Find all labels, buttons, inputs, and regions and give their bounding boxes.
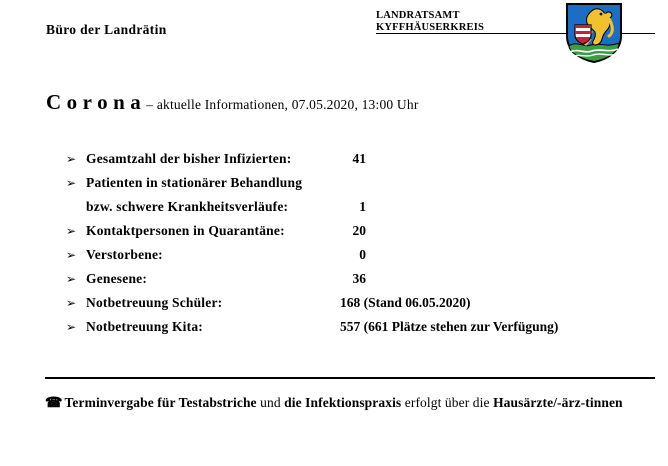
- office-title: Büro der Landrätin: [46, 22, 167, 37]
- stat-label: Patienten in stationärer Behandlung: [86, 175, 303, 190]
- authority-line-2: KYFFHÄUSERKREIS: [376, 21, 485, 33]
- stat-label: Verstorbene:: [86, 247, 163, 262]
- footer-text-bold-1: Terminvergabe für Testabstriche: [64, 395, 257, 410]
- stat-value: 0: [359, 247, 366, 262]
- footer-text-regular-1: und: [256, 395, 285, 410]
- footer-text-regular-2: erfolgt über die: [401, 395, 494, 410]
- stat-label-continued: bzw. schwere Krankheitsverläufe:: [86, 199, 289, 214]
- list-item: [0, 268, 668, 292]
- telephone-icon: ☎: [45, 396, 63, 411]
- stat-value: 1: [359, 199, 366, 214]
- bullet-arrow-icon: ➢: [66, 248, 77, 262]
- footer-divider: [45, 377, 655, 379]
- stat-value: 557 (661 Plätze stehen zur Verfügung): [340, 319, 559, 334]
- document-header: [0, 0, 668, 70]
- statistics-list: [0, 148, 668, 340]
- bullet-arrow-icon: ➢: [66, 296, 77, 310]
- bullet-arrow-icon: ➢: [66, 272, 77, 286]
- footer-text-bold-2: die Infektionspraxis: [284, 395, 402, 410]
- list-item: [0, 172, 668, 196]
- stat-value: 20: [352, 223, 366, 238]
- page-title: [46, 90, 419, 115]
- stat-label: Genesene:: [86, 271, 148, 286]
- bullet-arrow-icon: ➢: [66, 320, 77, 334]
- stat-label: Notbetreuung Kita:: [86, 319, 203, 334]
- stat-label: Kontaktpersonen in Quarantäne:: [86, 223, 285, 238]
- bullet-arrow-icon: ➢: [66, 176, 77, 190]
- stat-value: 36: [352, 271, 366, 286]
- title-main: Corona: [46, 90, 147, 114]
- list-item: [0, 292, 668, 316]
- title-subtitle: – aktuelle Informationen, 07.05.2020, 13:00 Uhr: [146, 97, 419, 112]
- stat-value: 41: [352, 151, 366, 166]
- authority-name: [376, 10, 484, 33]
- footer-text-bold-3: Hausärzte/-ärz-: [493, 395, 586, 410]
- bullet-arrow-icon: ➢: [66, 224, 77, 238]
- stat-label: Gesamtzahl der bisher Infizierten:: [86, 151, 292, 166]
- list-item-continuation: [0, 196, 668, 220]
- list-item: [0, 316, 668, 340]
- list-item: [0, 148, 668, 172]
- bullet-arrow-icon: ➢: [66, 152, 77, 166]
- list-item: [0, 244, 668, 268]
- coat-of-arms-icon: [565, 2, 623, 64]
- stat-value: 168 (Stand 06.05.2020): [340, 295, 471, 310]
- list-item: [0, 220, 668, 244]
- authority-line-1: LANDRATSAMT: [376, 10, 460, 21]
- footer-note: [45, 391, 657, 415]
- footer-text-bold-4: tinnen: [585, 395, 623, 410]
- stat-label: Notbetreuung Schüler:: [86, 295, 223, 310]
